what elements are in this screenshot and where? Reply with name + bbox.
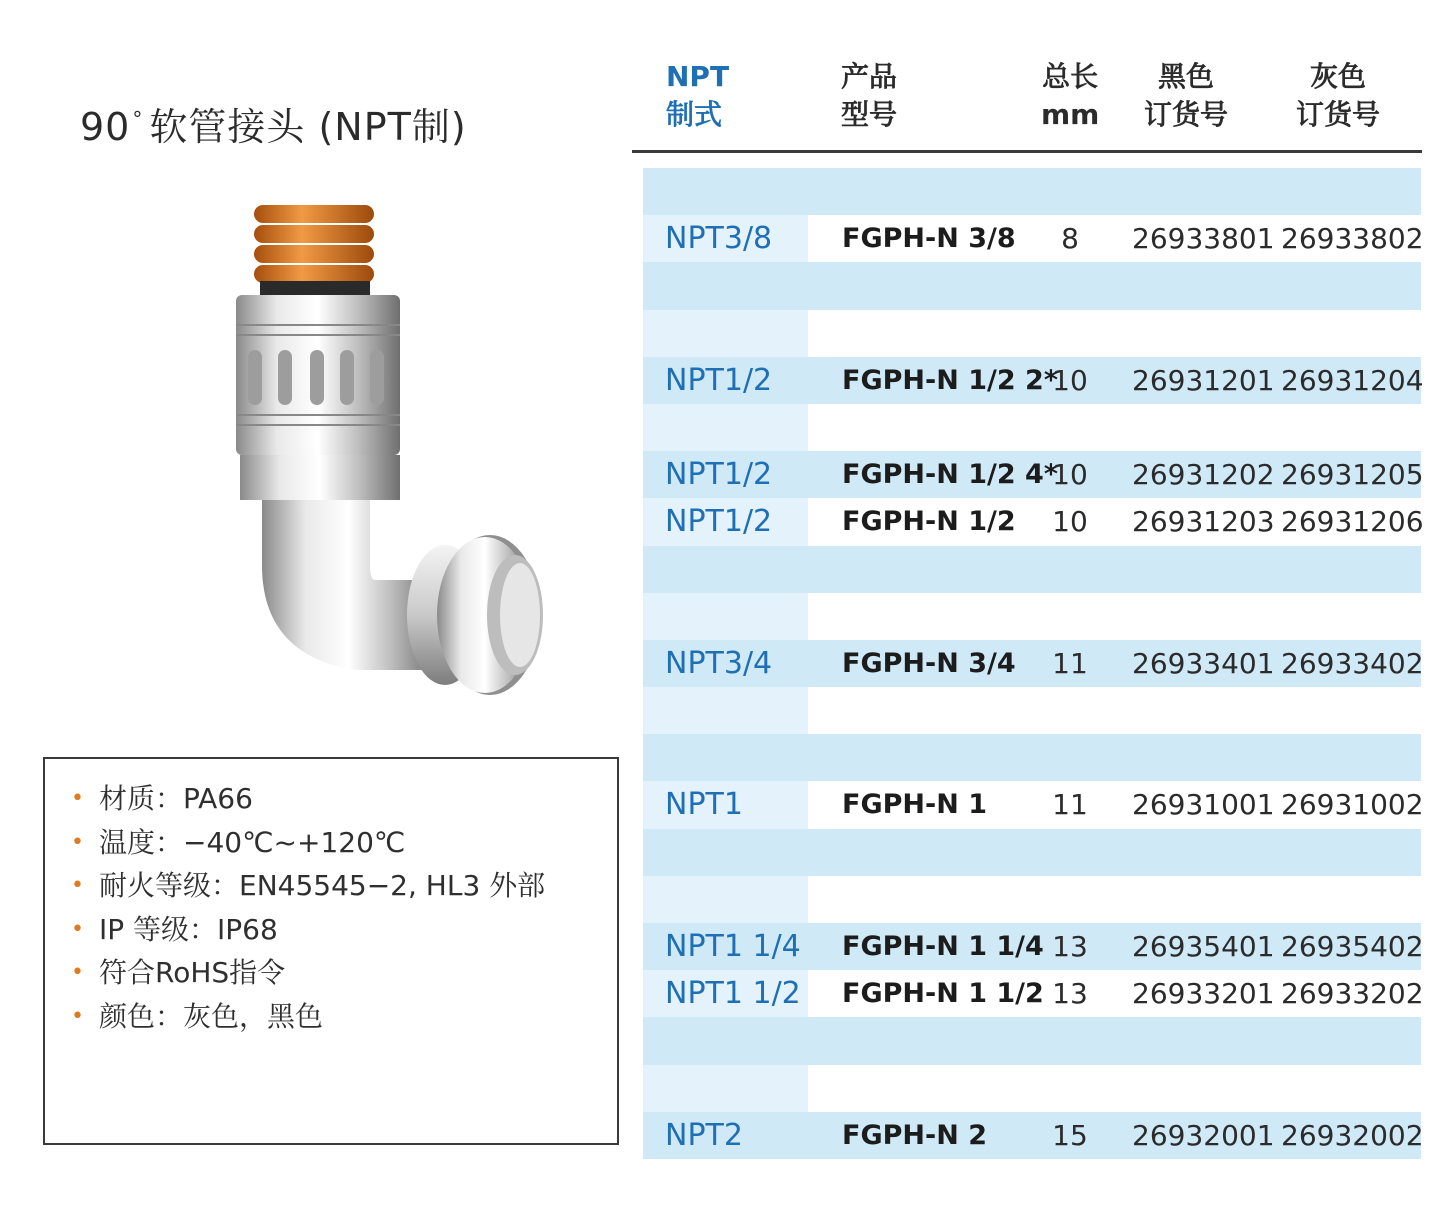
row-npt-column-bg [643, 876, 808, 923]
spec-box [43, 757, 619, 1145]
spec-item-temperature: • 温度：−40℃~+120℃ [71, 821, 617, 865]
cell-model: FGPH-N 2 [842, 1119, 987, 1151]
cell-grey-order: 26931206 [1281, 505, 1424, 539]
spec-item-ip-rating: • IP 等级：IP68 [71, 908, 617, 952]
header-model: 产品 型号 [841, 60, 898, 131]
header-length: 总长 mm [1041, 60, 1100, 131]
table-row [643, 451, 1424, 498]
cell-grey-order: 26933802 [1281, 222, 1424, 256]
table-row [643, 215, 1424, 262]
elbow-fitting-image [170, 185, 590, 715]
cell-black-order: 26931201 [1132, 363, 1275, 397]
table-row [643, 1112, 1424, 1159]
table-row [643, 640, 1424, 687]
cell-grey-order: 26931002 [1281, 788, 1424, 822]
cell-npt: NPT3/4 [665, 645, 773, 681]
cell-grey-order: 26931204 [1281, 363, 1424, 397]
cell-grey-order: 26933402 [1281, 646, 1424, 680]
row-npt-column-bg [643, 1017, 808, 1064]
product-table [643, 168, 1424, 1159]
cell-grey-order: 26935402 [1281, 930, 1424, 963]
table-header [632, 58, 1422, 153]
table-row [643, 1065, 1421, 1112]
title-prefix: 90 [80, 105, 131, 149]
cell-length: 11 [1052, 788, 1088, 822]
cell-npt: NPT1 1/4 [665, 929, 801, 964]
cell-black-order: 26933401 [1132, 646, 1275, 680]
cell-npt: NPT1/2 [665, 362, 773, 398]
cell-npt: NPT2 [665, 1117, 743, 1153]
table-row [643, 970, 1424, 1017]
cell-model: FGPH-N 1/2 2* [842, 364, 1058, 396]
cell-npt: NPT1/2 [665, 504, 773, 540]
row-npt-column-bg [643, 310, 808, 357]
cell-black-order: 26931203 [1132, 505, 1275, 539]
cell-model: FGPH-N 1 [842, 789, 987, 821]
table-row [643, 734, 1421, 781]
cell-model: FGPH-N 1 1/4 [842, 931, 1044, 962]
cell-black-order: 26935401 [1132, 930, 1275, 963]
table-row [643, 310, 1421, 357]
row-npt-column-bg [643, 168, 808, 215]
degree-sign: ° [132, 107, 144, 132]
cell-black-order: 26932001 [1132, 1118, 1275, 1152]
header-black: 黑色 订货号 [1144, 60, 1229, 131]
row-npt-column-bg [643, 829, 808, 876]
cell-npt: NPT1 1/2 [665, 976, 801, 1012]
table-row [643, 546, 1421, 593]
cell-model: FGPH-N 1 1/2 [842, 978, 1044, 1010]
cell-black-order: 26931202 [1132, 458, 1275, 492]
cell-model: FGPH-N 3/4 [842, 647, 1016, 679]
row-npt-column-bg [643, 262, 808, 309]
cell-length: 13 [1052, 930, 1088, 963]
cell-npt: NPT1 [665, 787, 743, 823]
cell-npt: NPT1/2 [665, 457, 773, 493]
table-row [643, 781, 1424, 828]
page-title [80, 96, 467, 151]
table-row [643, 593, 1421, 640]
table-row [643, 498, 1424, 545]
cell-length: 10 [1052, 363, 1088, 397]
cell-black-order: 26931001 [1132, 788, 1275, 822]
table-row [643, 829, 1421, 876]
header-grey: 灰色 订货号 [1296, 60, 1381, 131]
cell-grey-order: 26932002 [1281, 1118, 1424, 1152]
table-row [643, 404, 1421, 451]
row-npt-column-bg [643, 687, 808, 734]
cell-length: 15 [1052, 1118, 1088, 1152]
table-row [643, 168, 1421, 215]
cell-grey-order: 26931205 [1281, 458, 1424, 492]
cell-length: 11 [1052, 646, 1088, 680]
cell-length: 10 [1052, 505, 1088, 539]
header-npt: NPT 制式 [666, 60, 730, 131]
table-row [643, 1017, 1421, 1064]
spec-item-colors: • 颜色：灰色，黑色 [71, 995, 617, 1039]
row-npt-column-bg [643, 546, 808, 593]
cell-model: FGPH-N 1/2 4* [842, 459, 1058, 491]
table-row [643, 923, 1424, 970]
cell-length: 8 [1061, 222, 1079, 256]
table-row [643, 876, 1421, 923]
spec-list [45, 759, 617, 1039]
cell-black-order: 26933201 [1132, 977, 1275, 1011]
spec-item-rohs: • 符合RoHS指令 [71, 951, 617, 995]
row-npt-column-bg [643, 404, 808, 451]
row-npt-column-bg [643, 593, 808, 640]
cell-length: 13 [1052, 977, 1088, 1011]
spec-item-fire-rating: • 耐火等级：EN45545−2, HL3 外部 [71, 864, 617, 908]
table-row [643, 687, 1421, 734]
cell-length: 10 [1052, 458, 1088, 492]
row-npt-column-bg [643, 1065, 808, 1112]
cell-black-order: 26933801 [1132, 222, 1275, 256]
spec-item-material: • 材质：PA66 [71, 777, 617, 821]
table-row [643, 357, 1424, 404]
title-text: 软管接头 (NPT制) [149, 105, 467, 149]
cell-model: FGPH-N 1/2 [842, 506, 1016, 538]
corrugated-tube [254, 205, 374, 297]
cell-model: FGPH-N 3/8 [842, 223, 1016, 255]
table-row [643, 262, 1421, 309]
row-npt-column-bg [643, 734, 808, 781]
cell-npt: NPT3/8 [665, 221, 773, 257]
cell-grey-order: 26933202 [1281, 977, 1424, 1011]
